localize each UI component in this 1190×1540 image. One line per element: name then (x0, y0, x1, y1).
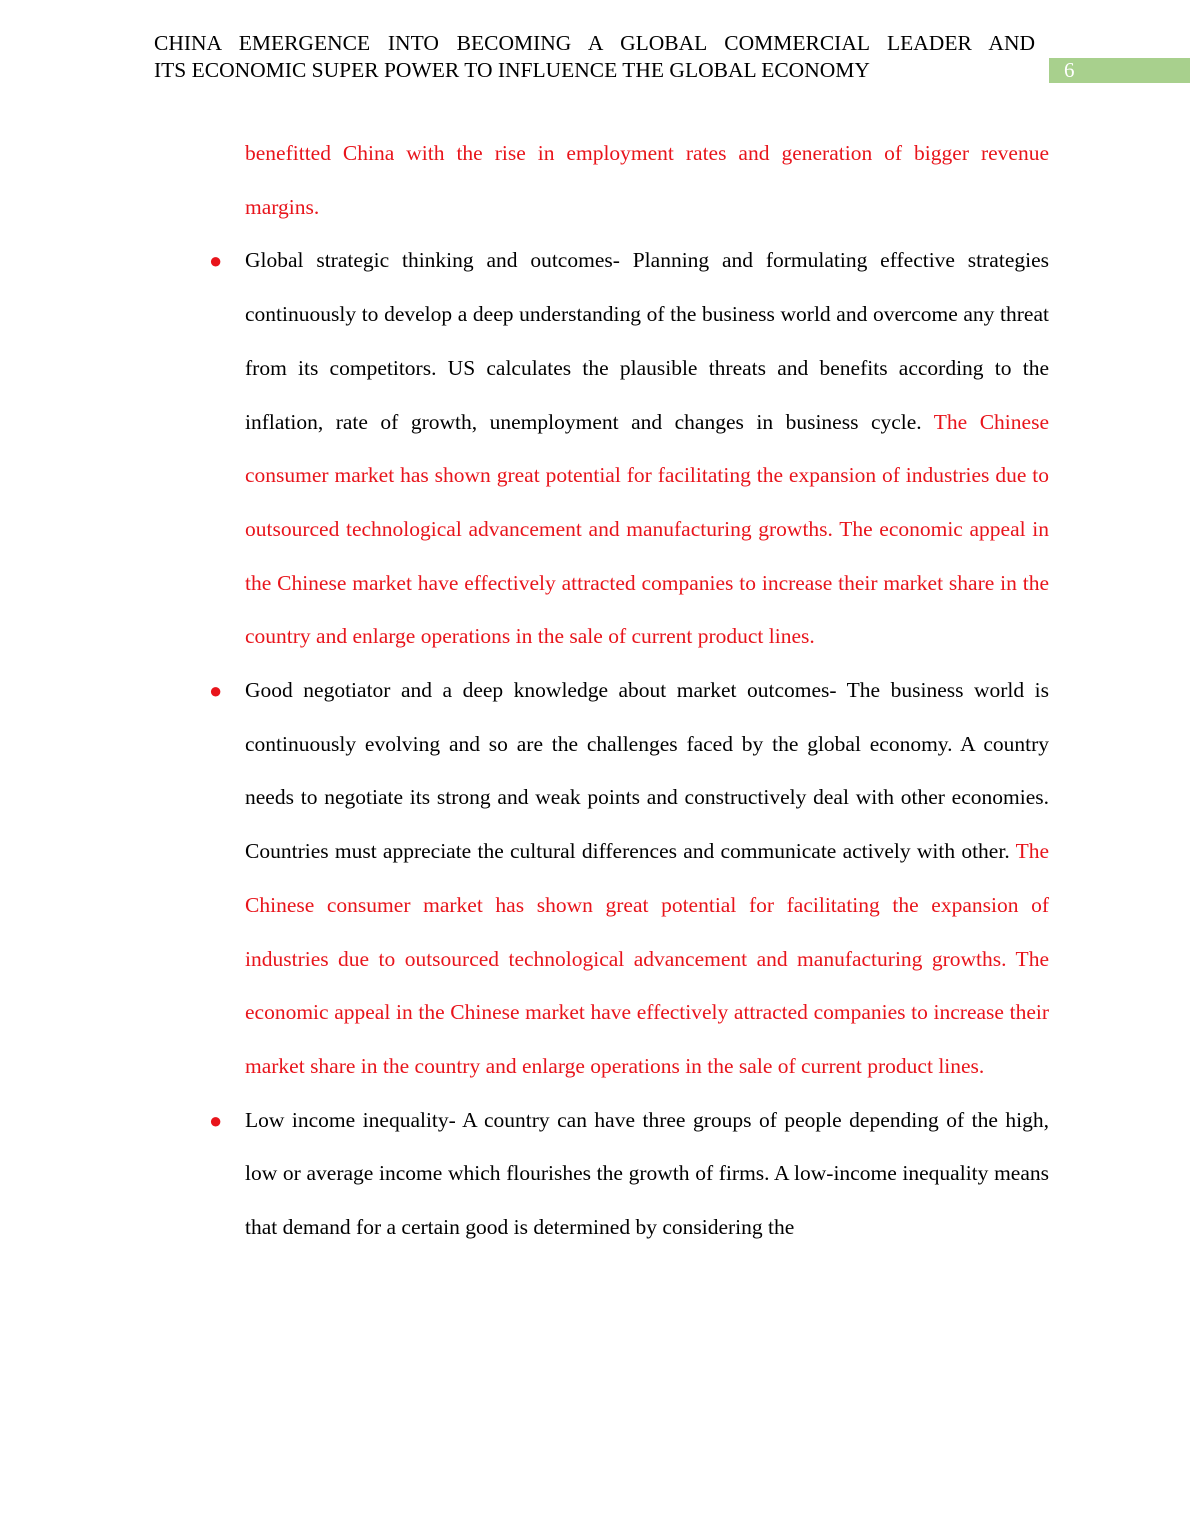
bullet-highlight-text: The Chinese consumer market has shown great potential for facilitating the expansion of industries due to outsourced technological advancement and manufacturing growths. The economic appeal in the Chinese market have effectively attracted companies to increase their market share in the country and enlarge operations in the sale of current product lines. (245, 409, 1049, 649)
page-number: 6 (1064, 58, 1075, 82)
bullet-text: Low income inequality- A country can have three groups of people depending of the high, low or average income which flourishes the growth of firms. A low-income inequality means that demand for a certain good is determined by considering the (245, 1107, 1049, 1240)
running-header (154, 30, 1035, 84)
bullet-icon: ● (209, 1107, 223, 1133)
bullet-item-good-negotiator (209, 664, 1049, 1094)
document-body (209, 127, 1049, 1255)
bullet-text: Good negotiator and a deep knowledge about market outcomes- The business world is continuously evolving and so are the challenges faced by the global economy. A country needs to negotiate its strong and weak points and constructively deal with other economies. Countries must appreciate the cultural differences and communicate actively with other. (245, 678, 1049, 864)
continuation-paragraph: benefitted China with the rise in employment rates and generation of bigger revenue margins. (245, 141, 1049, 219)
bullet-item-low-income-inequality (209, 1094, 1049, 1255)
bullet-text: Global strategic thinking and outcomes- Planning and formulating effective strategies continuously to develop a deep understanding of the business world and overcome any threat from its competitors. US calculates the plausible threats and benefits according to the inflation, rate of growth, unemployment and changes in business cycle. (245, 248, 1049, 434)
header-title-line-2: ITS ECONOMIC SUPER POWER TO INFLUENCE THE GLOBAL ECONOMY (154, 58, 870, 82)
bullet-item-global-strategic-thinking (209, 234, 1049, 664)
page-number-bar (1049, 58, 1190, 83)
bullet-icon: ● (209, 248, 223, 274)
bullet-highlight-text: The Chinese consumer market has shown great potential for facilitating the expansion of industries due to outsourced technological advancement and manufacturing growths. The economic appeal in the Chinese market have effectively attracted companies to increase their market share in the country and enlarge operations in the sale of current product lines. (245, 839, 1049, 1078)
header-title-line-1: CHINA EMERGENCE INTO BECOMING A GLOBAL COMMERCIAL LEADER AND (154, 31, 1035, 55)
bullet-icon: ● (209, 678, 223, 704)
